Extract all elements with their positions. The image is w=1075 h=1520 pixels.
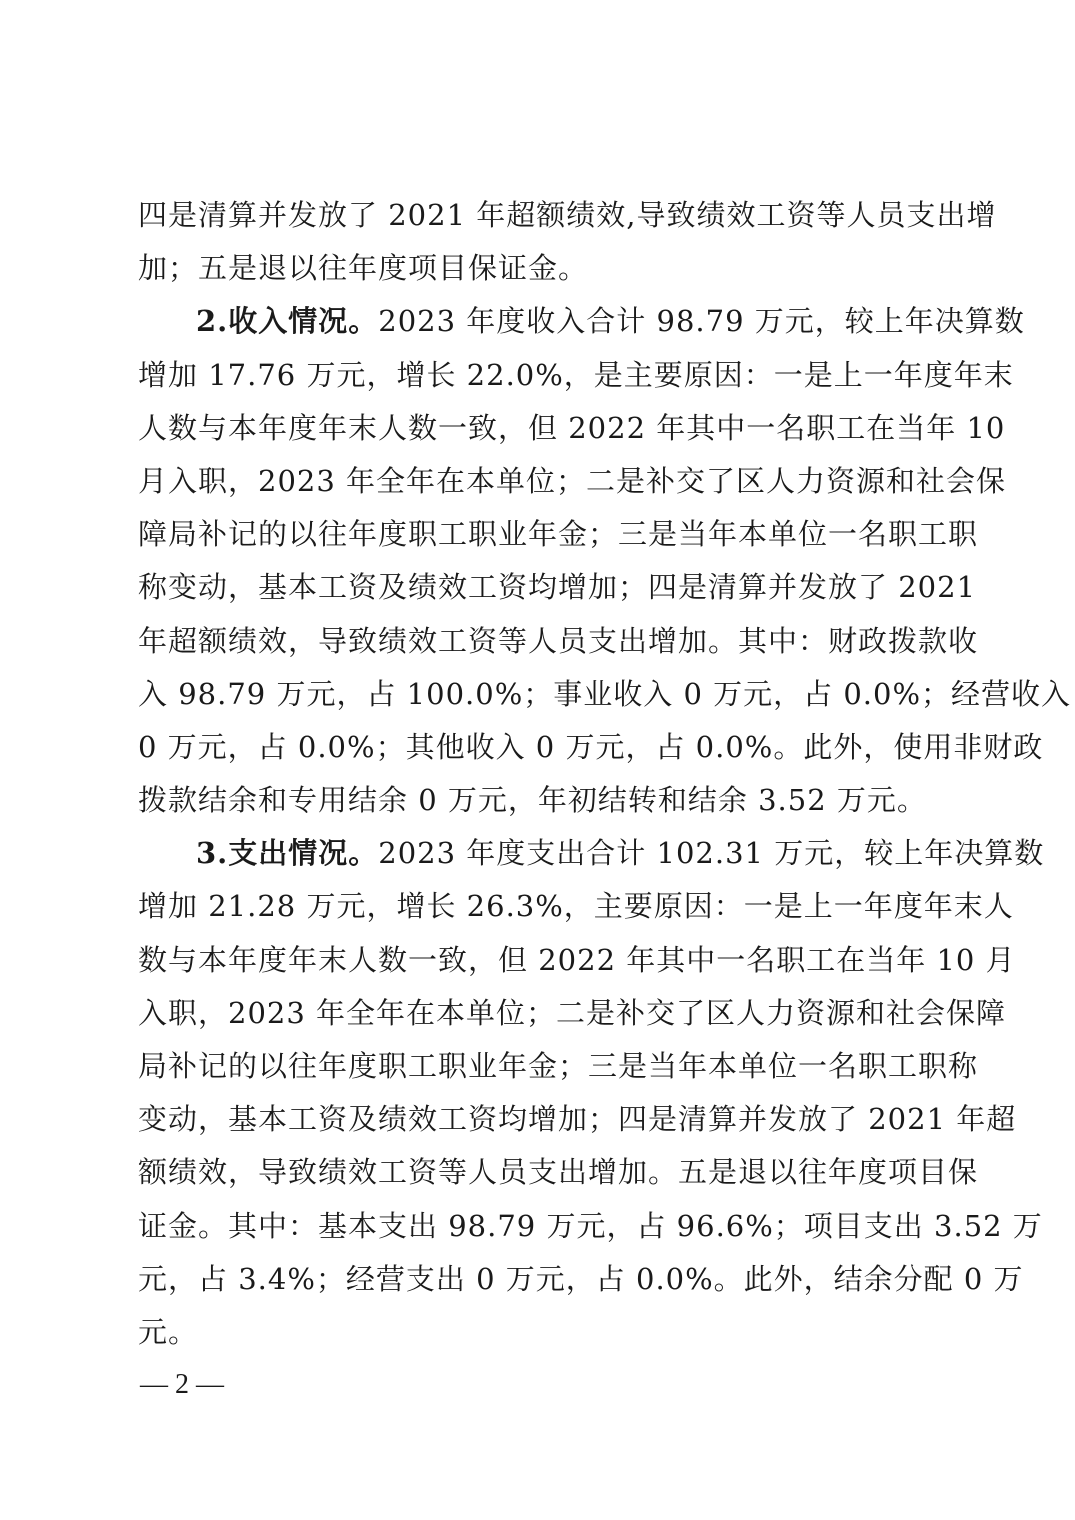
body-text — [138, 189, 1072, 1359]
paragraph-expenditure — [138, 827, 1045, 1359]
text-line: 年超额绩效，导致绩效工资等人员支出增加。其中：财政拨款收 — [138, 623, 979, 658]
paragraph-continuation — [138, 189, 997, 295]
text-line: 0 万元，占 0.0%；其他收入 0 万元，占 0.0%。此外，使用非财政 — [138, 729, 1044, 764]
paragraph-income — [138, 295, 1072, 827]
text-line: 变动，基本工资及绩效工资均增加；四是清算并发放了 2021 年超 — [138, 1102, 1017, 1137]
text-line: 入 98.79 万元，占 100.0%；事业收入 0 万元，占 0.0%；经营收入 — [138, 676, 1072, 711]
text-line: 证金。其中：基本支出 98.79 万元，占 96.6%；项目支出 3.52 万 — [138, 1208, 1043, 1243]
section-heading-income: 2.收入情况。 — [196, 304, 379, 339]
text-line: 额绩效，导致绩效工资等人员支出增加。五是退以往年度项目保 — [138, 1155, 979, 1190]
text-line: 入职，2023 年全年在本单位；二是补交了区人力资源和社会保障 — [138, 995, 1007, 1030]
text-line: 加；五是退以往年度项目保证金。 — [138, 251, 589, 286]
text-line: 障局补记的以往年度职工职业年金；三是当年本单位一名职工职 — [138, 517, 979, 552]
text-line: 月入职，2023 年全年在本单位；二是补交了区人力资源和社会保 — [138, 463, 1007, 498]
paragraph-first-line — [138, 295, 1025, 348]
text-line: 数与本年度年末人数一致，但 2022 年其中一名职工在当年 10 月 — [138, 942, 1016, 977]
text-line: 元，占 3.4%；经营支出 0 万元，占 0.0%。此外，结余分配 0 万 — [138, 1261, 1024, 1296]
paragraph-first-line — [138, 827, 1045, 880]
text-line: 元。 — [138, 1314, 199, 1349]
text-line: 称变动，基本工资及绩效工资均增加；四是清算并发放了 2021 — [138, 570, 977, 605]
text-line: 增加 17.76 万元，增长 22.0%，是主要原因：一是上一年度年末 — [138, 357, 1014, 392]
text-line: 增加 21.28 万元，增长 26.3%，主要原因：一是上一年度年末人 — [138, 889, 1014, 924]
text-line: 人数与本年度年末人数一致，但 2022 年其中一名职工在当年 10 — [138, 410, 1006, 445]
text-line: 四是清算并发放了 2021 年超额绩效,导致绩效工资等人员支出增 — [138, 198, 997, 232]
section-heading-expenditure: 3.支出情况。 — [196, 836, 379, 871]
text-line: 拨款结余和专用结余 0 万元，年初结转和结余 3.52 万元。 — [138, 783, 927, 818]
text-span: 2023 年度收入合计 98.79 万元，较上年决算数 — [378, 304, 1025, 339]
text-line: 局补记的以往年度职工职业年金；三是当年本单位一名职工职称 — [138, 1049, 979, 1083]
text-span: 2023 年度支出合计 102.31 万元，较上年决算数 — [378, 836, 1045, 871]
page-number: — 2 — — [140, 1369, 224, 1400]
